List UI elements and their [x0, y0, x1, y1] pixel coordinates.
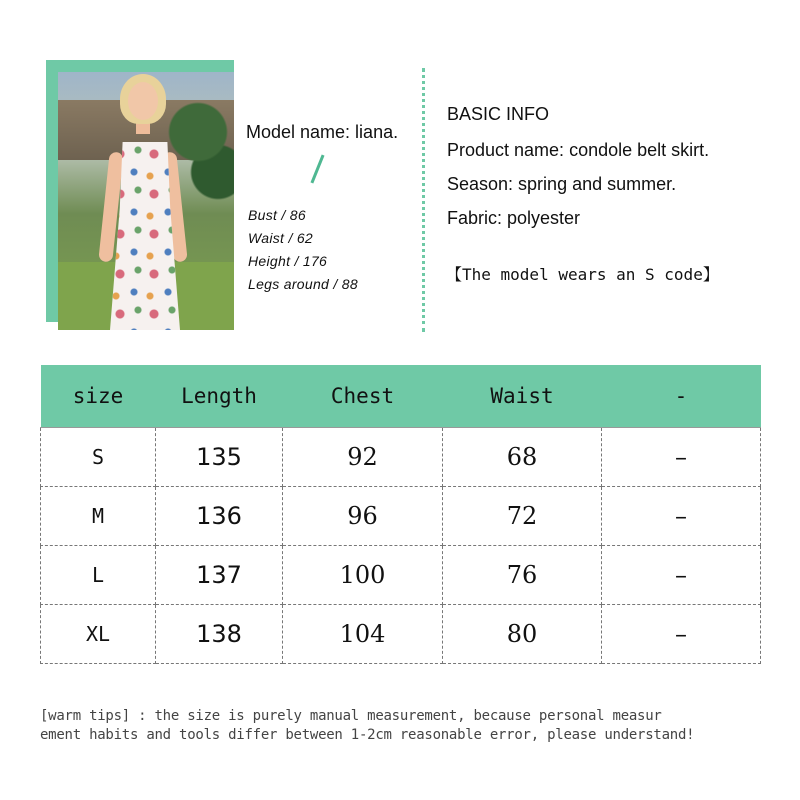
- cell-extra: –: [602, 428, 761, 487]
- measure-bust: Bust / 86: [248, 207, 306, 223]
- header-waist: Waist: [443, 365, 602, 428]
- measure-label: Height: [248, 253, 291, 269]
- cell-chest: 100: [283, 546, 443, 605]
- measure-value: 176: [302, 253, 328, 269]
- table-header-row: [41, 365, 761, 428]
- cell-waist: 80: [443, 605, 602, 664]
- header-length: Length: [156, 365, 283, 428]
- cell-size: XL: [41, 605, 156, 664]
- cell-extra: –: [602, 546, 761, 605]
- cell-chest: 96: [283, 487, 443, 546]
- table-row: [41, 546, 761, 605]
- table-row: [41, 428, 761, 487]
- slash-decoration: [310, 155, 324, 184]
- warm-tips-line: ement habits and tools differ between 1-2cm reasonable error, please understand!: [40, 727, 695, 743]
- model-photo: [58, 72, 234, 330]
- cell-size: S: [41, 428, 156, 487]
- fabric: Fabric: polyester: [447, 208, 581, 228]
- cell-extra: –: [602, 487, 761, 546]
- cell-length: 135: [156, 428, 283, 487]
- table-row: [41, 487, 761, 546]
- cell-length: 137: [156, 546, 283, 605]
- table-row: [41, 605, 761, 664]
- header-extra: -: [602, 365, 761, 428]
- header-chest: Chest: [283, 365, 443, 428]
- cell-length: 136: [156, 487, 283, 546]
- measure-legs: Legs around / 88: [248, 276, 358, 292]
- measure-label: Legs around: [248, 276, 330, 292]
- cell-size: M: [41, 487, 156, 546]
- measure-label: Waist: [248, 230, 285, 246]
- model-size-note: 【The model wears an S code】: [446, 265, 719, 284]
- size-table: [40, 365, 761, 664]
- warm-tips: [40, 707, 760, 745]
- basic-info-heading: BASIC INFO: [447, 104, 550, 124]
- measure-label: Bust: [248, 207, 278, 223]
- model-name: Model name: liana.: [246, 122, 399, 142]
- cell-waist: 72: [443, 487, 602, 546]
- measure-waist: Waist / 62: [248, 230, 314, 246]
- measure-value: 62: [296, 230, 314, 246]
- cell-extra: –: [602, 605, 761, 664]
- measure-value: 86: [289, 207, 306, 223]
- header-size: size: [41, 365, 156, 428]
- cell-waist: 68: [443, 428, 602, 487]
- measure-height: Height / 176: [248, 253, 328, 269]
- cell-size: L: [41, 546, 156, 605]
- cell-chest: 104: [283, 605, 443, 664]
- dotted-divider: [422, 68, 425, 332]
- season: Season: spring and summer.: [447, 174, 677, 194]
- cell-length: 138: [156, 605, 283, 664]
- product-name: Product name: condole belt skirt.: [447, 140, 710, 160]
- cell-chest: 92: [283, 428, 443, 487]
- warm-tips-line: [warm tips] : the size is purely manual measurement, because personal measur: [40, 708, 662, 724]
- cell-waist: 76: [443, 546, 602, 605]
- measure-value: 88: [341, 276, 358, 292]
